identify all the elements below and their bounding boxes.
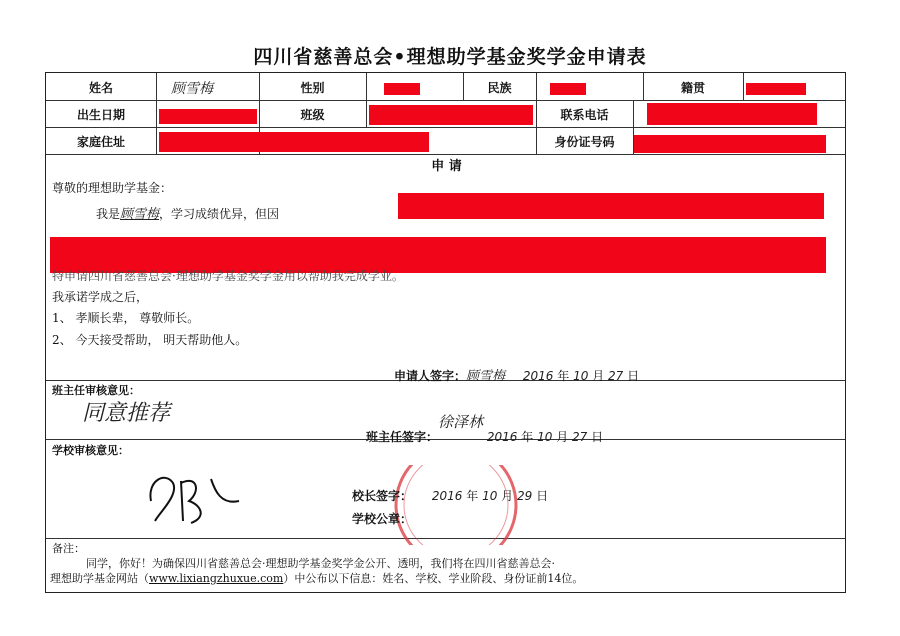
row-divider xyxy=(46,127,845,128)
sign-day: 27 xyxy=(608,369,624,383)
school-day: 29 xyxy=(517,489,533,503)
signature-name: 顾雪梅 xyxy=(466,369,506,384)
ethnicity-label: 民族 xyxy=(487,81,512,95)
teacher-opinion: 同意推荐 xyxy=(82,401,171,426)
notes-line-2-prefix: 理想助学基金网站（ xyxy=(50,572,149,585)
teacher-sign-label: 班主任签字： xyxy=(366,430,439,444)
school-seal xyxy=(386,465,526,545)
applicant-signature-line xyxy=(394,365,639,384)
school-day-char: 日 xyxy=(536,489,549,503)
teacher-year: 2016 xyxy=(486,430,518,444)
application-line1 xyxy=(96,203,279,222)
teacher-signature-line xyxy=(366,413,604,446)
month-char: 月 xyxy=(592,369,605,383)
principal-signature-line xyxy=(352,487,548,504)
row-divider xyxy=(46,100,845,101)
line1-name: 顾雪梅 xyxy=(120,207,160,222)
teacher-month-char: 月 xyxy=(556,430,569,444)
sign-month: 10 xyxy=(573,369,589,383)
principal-handwritten-mark xyxy=(141,461,251,533)
school-month: 10 xyxy=(482,489,498,503)
birthdate-redaction xyxy=(159,109,257,124)
line1-suffix: ，学习成绩优异，但因 xyxy=(159,207,280,221)
seal-label: 学校公章： xyxy=(352,512,413,526)
website-link[interactable]: www.lixiangzhuxue.com xyxy=(149,572,284,585)
phone-label: 联系电话 xyxy=(560,108,609,122)
school-year: 2016 xyxy=(431,489,463,503)
birthdate-label: 出生日期 xyxy=(76,108,125,122)
school-month-char: 月 xyxy=(501,489,514,503)
teacher-month: 10 xyxy=(537,430,553,444)
notes-line-2-suffix: ）中公布以下信息：姓名、学校、学业阶段、身份证前14位。 xyxy=(283,572,584,585)
application-section-title: 申 请 xyxy=(431,159,462,174)
ethnicity-redaction xyxy=(550,83,586,95)
col-divider xyxy=(743,73,744,100)
teacher-day: 27 xyxy=(572,430,588,444)
notes-line-2 xyxy=(50,570,583,586)
line1-prefix: 我是 xyxy=(96,207,121,221)
notes-line-1: 同学，你好！为确保四川省慈善总会·理想助学基金奖学金公开、透明，我们将在四川省慈善总会· xyxy=(86,557,555,570)
gender-redaction xyxy=(384,83,420,95)
origin-label: 籍贯 xyxy=(680,81,705,95)
name-label: 姓名 xyxy=(88,81,113,95)
reason-redaction xyxy=(398,193,824,219)
teacher-year-char: 年 xyxy=(521,430,534,444)
signature-label: 申请人签字： xyxy=(394,369,467,383)
promise-text: 我承诺学成之后， xyxy=(52,290,149,304)
promise-item-1: 1、 孝顺长辈， 尊敬师长。 xyxy=(52,311,200,325)
address-label: 家庭住址 xyxy=(76,135,125,149)
idcard-label: 身份证号码 xyxy=(554,135,615,149)
school-year-char: 年 xyxy=(466,489,479,503)
notes-label: 备注： xyxy=(52,542,85,555)
sign-year: 2016 xyxy=(522,369,554,383)
teacher-day-char: 日 xyxy=(591,430,604,444)
year-char: 年 xyxy=(557,369,570,383)
application-line3: 特申请四川省慈善总会·理想助学基金奖学金用以帮助我完成学业。 xyxy=(52,269,404,283)
promise-item-2: 2、 今天接受帮助， 明天帮助他人。 xyxy=(52,333,248,347)
origin-redaction xyxy=(746,83,806,95)
address-redaction xyxy=(159,132,429,152)
col-divider xyxy=(156,73,157,154)
teacher-opinion-label: 班主任审核意见： xyxy=(52,384,140,397)
teacher-sign-name: 徐泽林 xyxy=(438,413,484,431)
application-form xyxy=(45,72,846,593)
salutation: 尊敬的理想助学基金： xyxy=(52,181,173,195)
gender-label: 性别 xyxy=(300,81,325,95)
school-opinion-label: 学校审核意见： xyxy=(52,444,129,457)
phone-redaction xyxy=(647,103,817,125)
principal-label: 校长签字： xyxy=(352,489,413,503)
idcard-redaction xyxy=(634,135,826,153)
class-redaction xyxy=(369,105,533,125)
day-char: 日 xyxy=(627,369,640,383)
name-value: 顾雪梅 xyxy=(171,81,213,97)
class-label: 班级 xyxy=(300,108,325,122)
form-title: 四川省慈善总会•理想助学基金奖学金申请表 xyxy=(253,46,647,68)
col-divider xyxy=(366,73,367,127)
